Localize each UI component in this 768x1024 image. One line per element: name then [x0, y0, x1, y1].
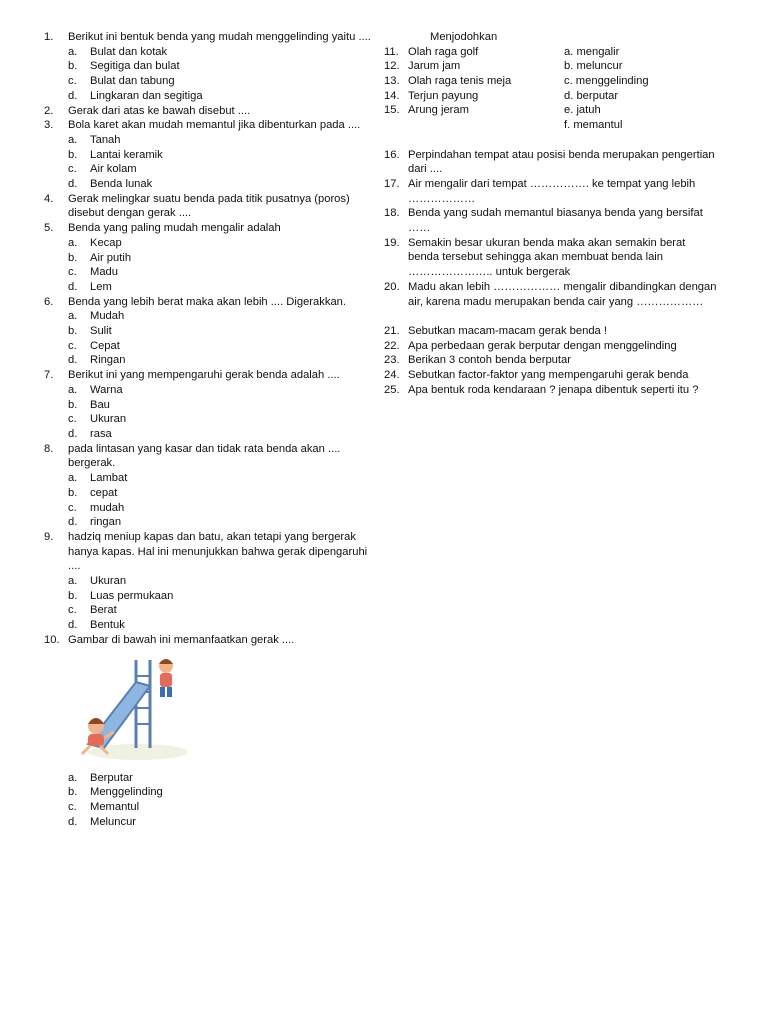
matching-question: Jarum jam — [408, 60, 461, 73]
question-text: Sebutkan macam-macam gerak benda ! — [408, 324, 607, 337]
option-text: Lambat — [90, 472, 128, 485]
question-2 — [44, 104, 378, 119]
question-5 — [44, 221, 378, 236]
question-text: Benda yang lebih berat maka akan lebih .... Digerakkan. — [68, 295, 346, 308]
option-text: Bulat dan kotak — [90, 45, 168, 58]
option-letter: d. — [68, 619, 78, 632]
option-letter: d. — [68, 178, 78, 191]
question-number: 23. — [384, 354, 400, 367]
question-text: Berikut ini bentuk benda yang mudah menggelinding yaitu .... — [68, 31, 371, 43]
option-letter: a. — [68, 236, 78, 249]
option-text: Air kolam — [90, 163, 137, 176]
matching-question: Arung jeram — [408, 104, 469, 117]
question-number: 24. — [384, 369, 400, 382]
answer-option — [44, 280, 378, 295]
answer-option — [44, 589, 378, 604]
answer-option — [44, 74, 378, 89]
question-number: 7. — [44, 369, 54, 382]
question-number: 12. — [384, 60, 400, 73]
matching-question: Olah raga tenis meja — [408, 75, 512, 88]
question-number: 6. — [44, 295, 54, 308]
question-number: 21. — [384, 324, 400, 337]
question-number: 1. — [44, 31, 54, 43]
question-number: 14. — [384, 89, 400, 102]
option-letter: c. — [68, 339, 77, 352]
question-number: 15. — [384, 104, 400, 117]
question-number: 8. — [44, 442, 54, 455]
option-letter: d. — [68, 427, 78, 440]
option-text: Kecap — [90, 236, 122, 249]
option-letter: a. — [68, 383, 78, 396]
option-text: Menggelinding — [90, 786, 163, 799]
option-letter: b. — [68, 325, 78, 338]
answer-option — [44, 486, 378, 501]
option-text: rasa — [90, 427, 112, 440]
question-23 — [384, 353, 718, 368]
question-number: 5. — [44, 222, 54, 235]
option-text: Cepat — [90, 339, 120, 352]
question-number: 25. — [384, 383, 400, 396]
question-text: Madu akan lebih ……………… mengalir dibandingkan dengan air, karena madu merupakan benda cair yang ……………… — [408, 280, 717, 308]
answer-option — [44, 574, 378, 589]
matching-row — [384, 118, 718, 133]
matching-question: Olah raga golf — [408, 45, 479, 58]
option-letter: c. — [68, 413, 77, 426]
matching-answer: e. jatuh — [564, 104, 601, 117]
question-number: 13. — [384, 75, 400, 88]
option-letter: a. — [68, 472, 78, 485]
matching-row — [384, 74, 718, 89]
option-text: Lem — [90, 280, 112, 293]
answer-option — [44, 45, 378, 60]
matching-answer: b. meluncur — [564, 60, 623, 73]
answer-option — [44, 800, 378, 815]
matching-answer: c. menggelinding — [564, 75, 649, 88]
option-letter: c. — [68, 501, 77, 514]
option-text: Ringan — [90, 354, 126, 367]
question-text: Bola karet akan mudah memantul jika dibenturkan pada .... — [68, 119, 361, 132]
option-letter: b. — [68, 486, 78, 499]
option-text: Madu — [90, 266, 118, 279]
option-letter: a. — [68, 575, 78, 588]
question-number: 3. — [44, 119, 54, 132]
option-text: Air putih — [90, 251, 132, 264]
question-text: Apa perbedaan gerak berputar dengan menggelinding — [408, 339, 677, 352]
answer-option — [44, 133, 378, 148]
option-letter: d. — [68, 89, 78, 102]
option-letter: c. — [68, 266, 77, 279]
answer-option — [44, 471, 378, 486]
option-text: Ukuran — [90, 575, 127, 588]
matching-section-title: Menjodohkan — [430, 31, 498, 43]
answer-option — [44, 309, 378, 324]
option-text: Lingkaran dan segitiga — [90, 89, 203, 102]
answer-option — [44, 59, 378, 74]
matching-question: Terjun payung — [408, 89, 479, 102]
question-number: 4. — [44, 192, 54, 205]
option-letter: b. — [68, 148, 78, 161]
left-column — [44, 30, 378, 829]
question-4 — [44, 192, 378, 221]
matching-row — [384, 45, 718, 60]
question-24 — [384, 368, 718, 383]
option-letter: c. — [68, 75, 77, 88]
option-text: Mudah — [90, 310, 125, 323]
fill-in-list — [384, 148, 718, 310]
answer-option — [44, 148, 378, 163]
question-10 — [44, 633, 378, 830]
option-text: Bentuk — [90, 619, 125, 632]
option-letter: d. — [68, 280, 78, 293]
answer-option — [44, 162, 378, 177]
question-text: pada lintasan yang kasar dan tidak rata benda akan .... bergerak. — [68, 442, 341, 470]
question-number: 18. — [384, 207, 400, 220]
question-18 — [384, 206, 718, 235]
option-letter: d. — [68, 815, 78, 828]
question-number: 19. — [384, 236, 400, 249]
question-text: hadziq meniup kapas dan batu, akan tetapi yang bergerak hanya kapas. Hal ini menunjukkan bahwa gerak dipengaruhi .... — [68, 530, 368, 573]
question-text: Air mengalir dari tempat ……………. ke tempat yang lebih ……………… — [408, 177, 696, 205]
matching-row — [384, 89, 718, 104]
question-text: Berikan 3 contoh benda berputar — [408, 354, 571, 367]
question-text: Benda yang paling mudah mengalir adalah — [68, 222, 281, 235]
question-text: Gerak dari atas ke bawah disebut .... — [68, 104, 251, 117]
option-letter: d. — [68, 516, 78, 529]
option-letter: b. — [68, 60, 78, 73]
question-3 — [44, 118, 378, 133]
matching-answer: d. berputar — [564, 89, 619, 102]
option-text: ringan — [90, 516, 122, 529]
question-9 — [44, 530, 378, 574]
option-text: Luas permukaan — [90, 589, 174, 602]
option-letter: c. — [68, 163, 77, 176]
answer-option — [44, 427, 378, 442]
question-text: Berikut ini yang mempengaruhi gerak benda adalah .... — [68, 369, 340, 382]
question-25 — [384, 383, 718, 398]
answer-option — [44, 618, 378, 633]
matching-row — [384, 59, 718, 74]
option-text: Warna — [90, 383, 123, 396]
question-text: Semakin besar ukuran benda maka akan semakin berat benda tersebut sehingga akan membuat benda lain ………………….. untuk bergerak — [408, 236, 686, 279]
option-letter: b. — [68, 786, 78, 799]
question-19 — [384, 236, 718, 280]
question-number: 2. — [44, 104, 54, 117]
option-letter: c. — [68, 604, 77, 617]
option-letter: b. — [68, 589, 78, 602]
option-text: Sulit — [90, 325, 112, 338]
question-number: 9. — [44, 530, 54, 543]
option-letter: b. — [68, 251, 78, 264]
option-text: Berat — [90, 604, 117, 617]
answer-option — [44, 771, 378, 786]
question-1 — [44, 30, 378, 45]
option-text: cepat — [90, 486, 118, 499]
answer-option — [44, 251, 378, 266]
multiple-choice-list — [44, 30, 378, 633]
answer-option — [44, 339, 378, 354]
question-text: Gerak melingkar suatu benda pada titik pusatnya (poros) disebut dengan gerak .... — [68, 192, 350, 220]
option-text: Ukuran — [90, 413, 127, 426]
answer-option — [44, 815, 378, 830]
question-text: Sebutkan factor-faktor yang mempengaruhi gerak benda — [408, 369, 689, 382]
question-7 — [44, 368, 378, 383]
answer-option — [44, 324, 378, 339]
question-22 — [384, 339, 718, 354]
question-number: 10. — [44, 633, 60, 646]
answer-option — [44, 398, 378, 413]
question-text: Perpindahan tempat atau posisi benda merupakan pengertian dari .... — [408, 148, 715, 176]
question-21 — [384, 324, 718, 339]
question-17 — [384, 177, 718, 206]
option-letter: a. — [68, 771, 78, 784]
option-text: Berputar — [90, 771, 133, 784]
answer-option — [44, 412, 378, 427]
question-8 — [44, 442, 378, 471]
question-number: 20. — [384, 280, 400, 293]
matching-answer: a. mengalir — [564, 45, 620, 58]
answer-option — [44, 236, 378, 251]
question-number: 17. — [384, 177, 400, 190]
matching-answer: f. memantul — [564, 119, 623, 132]
question-text: Apa bentuk roda kendaraan ? jenapa dibentuk seperti itu ? — [408, 383, 699, 396]
answer-option — [44, 785, 378, 800]
right-column — [384, 30, 718, 397]
question-6 — [44, 295, 378, 310]
answer-option — [44, 353, 378, 368]
option-text: Lantai keramik — [90, 148, 163, 161]
option-letter: a. — [68, 45, 78, 58]
answer-option — [44, 603, 378, 618]
option-text: Meluncur — [90, 815, 137, 828]
matching-list — [384, 45, 718, 133]
question-20 — [384, 280, 718, 309]
question-text: Benda yang sudah memantul biasanya benda yang bersifat …… — [408, 207, 703, 235]
answer-option — [44, 501, 378, 516]
answer-option — [44, 177, 378, 192]
matching-row — [384, 103, 718, 118]
option-text: Tanah — [90, 133, 121, 146]
option-letter: a. — [68, 133, 78, 146]
answer-option — [44, 265, 378, 280]
option-letter: a. — [68, 310, 78, 323]
question-number: 11. — [384, 45, 399, 58]
answer-option — [44, 515, 378, 530]
option-text: Benda lunak — [90, 178, 153, 191]
playground-slide-illustration — [68, 652, 190, 764]
option-letter: d. — [68, 354, 78, 367]
option-text: Bau — [90, 398, 110, 411]
option-text: mudah — [90, 501, 125, 514]
question-text: Gambar di bawah ini memanfaatkan gerak .... — [68, 633, 295, 646]
option-text: Segitiga dan bulat — [90, 60, 180, 73]
question-number: 22. — [384, 339, 400, 352]
question-16 — [384, 148, 718, 177]
option-text: Bulat dan tabung — [90, 75, 175, 88]
question-number: 16. — [384, 148, 400, 161]
answer-option — [44, 89, 378, 104]
answer-option — [44, 383, 378, 398]
option-letter: c. — [68, 800, 77, 813]
option-letter: b. — [68, 398, 78, 411]
essay-list — [384, 324, 718, 398]
question-10-options — [44, 771, 378, 830]
option-text: Memantul — [90, 800, 140, 813]
